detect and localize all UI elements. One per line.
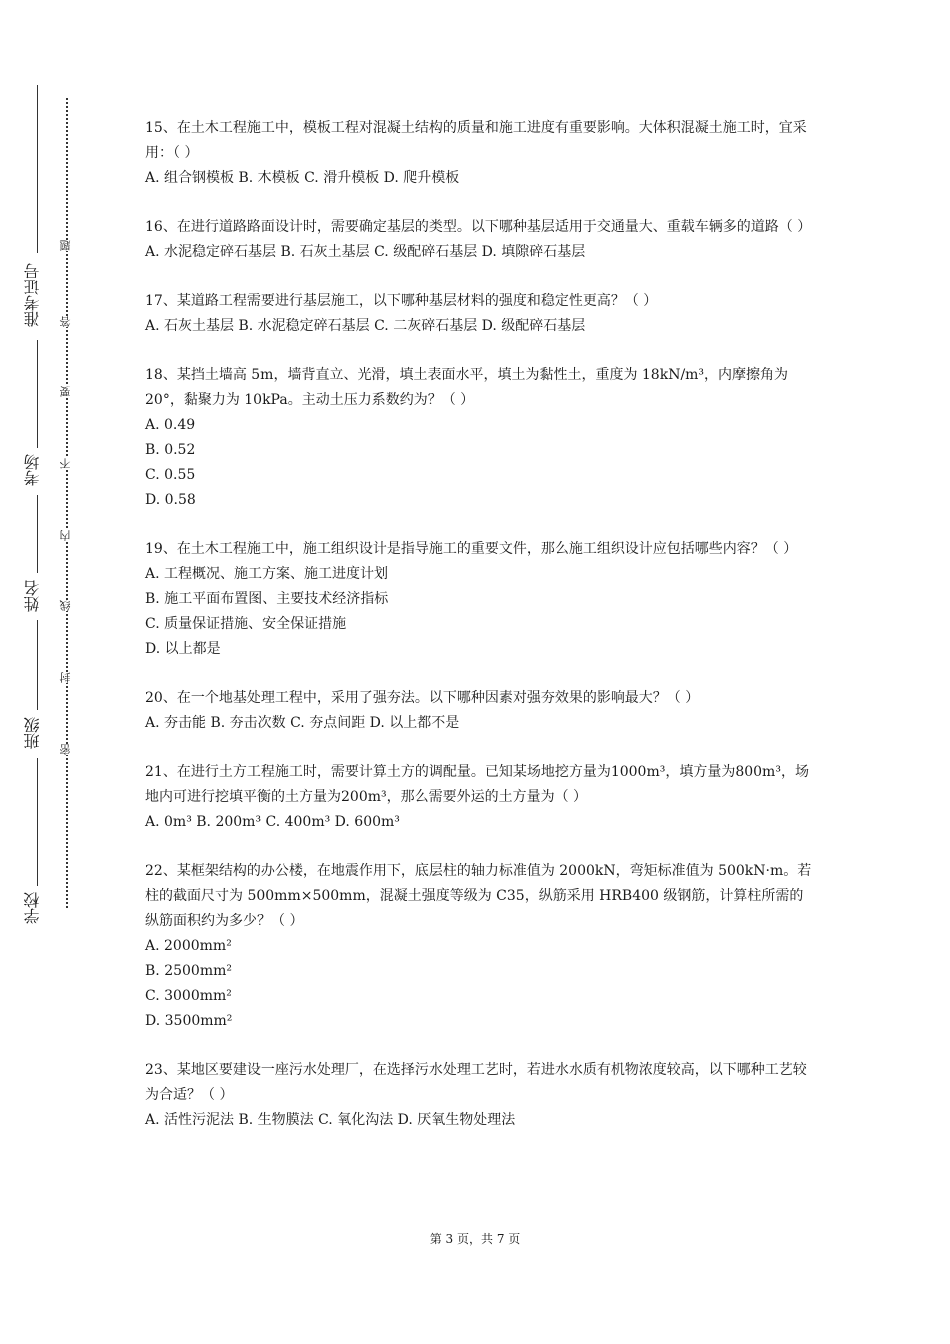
question-stem: 15、在土木工程施工中，模板工程对混凝土结构的质量和施工进度有重要影响。大体积混凝土施工时，宜采用：（ ） xyxy=(145,120,807,161)
question-options: A. 组合钢模板 B. 木模板 C. 滑升模板 D. 爬升模板 xyxy=(145,170,460,186)
question-23 xyxy=(145,1058,815,1133)
binding-line xyxy=(37,340,38,448)
seal-char: 要 xyxy=(59,386,72,397)
question-16 xyxy=(145,215,815,265)
seal-line xyxy=(60,98,74,908)
question-options: A. 石灰土基层 B. 水泥稳定碎石基层 C. 二灰碎石基层 D. 级配碎石基层 xyxy=(145,318,586,334)
name-label: 姓名 xyxy=(23,580,42,612)
question-22 xyxy=(145,859,815,1034)
binding-line xyxy=(37,495,38,573)
question-stem: 19、在土木工程施工中，施工组织设计是指导施工的重要文件，那么施工组织设计应包括哪些内容？（ ） xyxy=(145,541,798,557)
seal-dotted-line xyxy=(66,98,68,908)
question-stem: 18、某挡土墙高 5m，墙背直立、光滑，填土表面水平，填土为黏性土，重度为 18kN/m³，内摩擦角为 20°，黏聚力为 10kPa。主动土压力系数约为？（ ） xyxy=(145,367,789,408)
option-a: A. 工程概况、施工方案、施工进度计划 xyxy=(145,566,389,582)
page-footer: 第 3 页，共 7 页 xyxy=(429,1232,521,1246)
seal-char: 答 xyxy=(59,316,72,327)
option-b: B. 2500mm² xyxy=(145,963,232,979)
option-a: A. 0.49 xyxy=(145,417,196,433)
option-d: D. 3500mm² xyxy=(145,1013,233,1029)
binding-line xyxy=(37,620,38,710)
question-stem: 20、在一个地基处理工程中，采用了强夯法。以下哪种因素对强夯效果的影响最大？（ ） xyxy=(145,690,700,706)
option-b: B. 0.52 xyxy=(145,442,196,458)
binding-line xyxy=(37,85,38,253)
binding-strip xyxy=(0,0,48,1344)
option-c: C. 质量保证措施、安全保证措施 xyxy=(145,616,347,632)
option-c: C. 0.55 xyxy=(145,467,196,483)
question-stem: 22、某框架结构的办公楼，在地震作用下，底层柱的轴力标准值为 2000kN，弯矩标准值为 500kN·m。若柱的截面尺寸为 500mm×500mm，混凝土强度等级为 C35，纵筋采用 HRB400 级钢筋，计算柱所需的纵筋面积约为多少？（ ） xyxy=(145,863,812,929)
question-20 xyxy=(145,686,815,736)
question-stem: 17、某道路工程需要进行基层施工，以下哪种基层材料的强度和稳定性更高？（ ） xyxy=(145,293,658,309)
seal-char: 线 xyxy=(59,600,72,611)
option-b: B. 施工平面布置图、主要技术经济指标 xyxy=(145,591,389,607)
question-stem: 21、在进行土方工程施工时，需要计算土方的调配量。已知某场地挖方量为1000m³，填方量为800m³，场地内可进行挖填平衡的土方量为200m³，那么需要外运的土方量为（ ） xyxy=(145,764,809,805)
option-a: A. 2000mm² xyxy=(145,938,232,954)
school-label: 学校 xyxy=(23,892,42,924)
option-d: D. 0.58 xyxy=(145,492,196,508)
option-d: D. 以上都是 xyxy=(145,641,221,657)
seal-char: 内 xyxy=(59,530,72,541)
question-19 xyxy=(145,537,815,662)
question-17 xyxy=(145,289,815,339)
exam-room-label: 考场 xyxy=(23,454,42,486)
seal-char: 密 xyxy=(59,744,72,755)
seal-char: 题 xyxy=(59,240,72,251)
question-options: A. 0m³ B. 200m³ C. 400m³ D. 600m³ xyxy=(145,814,400,830)
option-c: C. 3000mm² xyxy=(145,988,232,1004)
question-18 xyxy=(145,363,815,513)
question-options: A. 活性污泥法 B. 生物膜法 C. 氧化沟法 D. 厌氧生物处理法 xyxy=(145,1112,516,1128)
exam-number-label: 准考证号 xyxy=(23,263,42,327)
seal-char: 不 xyxy=(59,458,72,469)
binding-line xyxy=(37,758,38,886)
seal-char: 封 xyxy=(59,672,72,683)
question-options: A. 水泥稳定碎石基层 B. 石灰土基层 C. 级配碎石基层 D. 填隙碎石基层 xyxy=(145,244,586,260)
question-stem: 16、在进行道路路面设计时，需要确定基层的类型。以下哪种基层适用于交通量大、重载车辆多的道路（ ） xyxy=(145,219,812,235)
question-list xyxy=(145,116,815,1157)
class-label: 班级 xyxy=(23,717,42,749)
question-options: A. 夯击能 B. 夯击次数 C. 夯点间距 D. 以上都不是 xyxy=(145,715,460,731)
question-15 xyxy=(145,116,815,191)
question-21 xyxy=(145,760,815,835)
question-stem: 23、某地区要建设一座污水处理厂，在选择污水处理工艺时，若进水水质有机物浓度较高，以下哪种工艺较为合适？（ ） xyxy=(145,1062,807,1103)
